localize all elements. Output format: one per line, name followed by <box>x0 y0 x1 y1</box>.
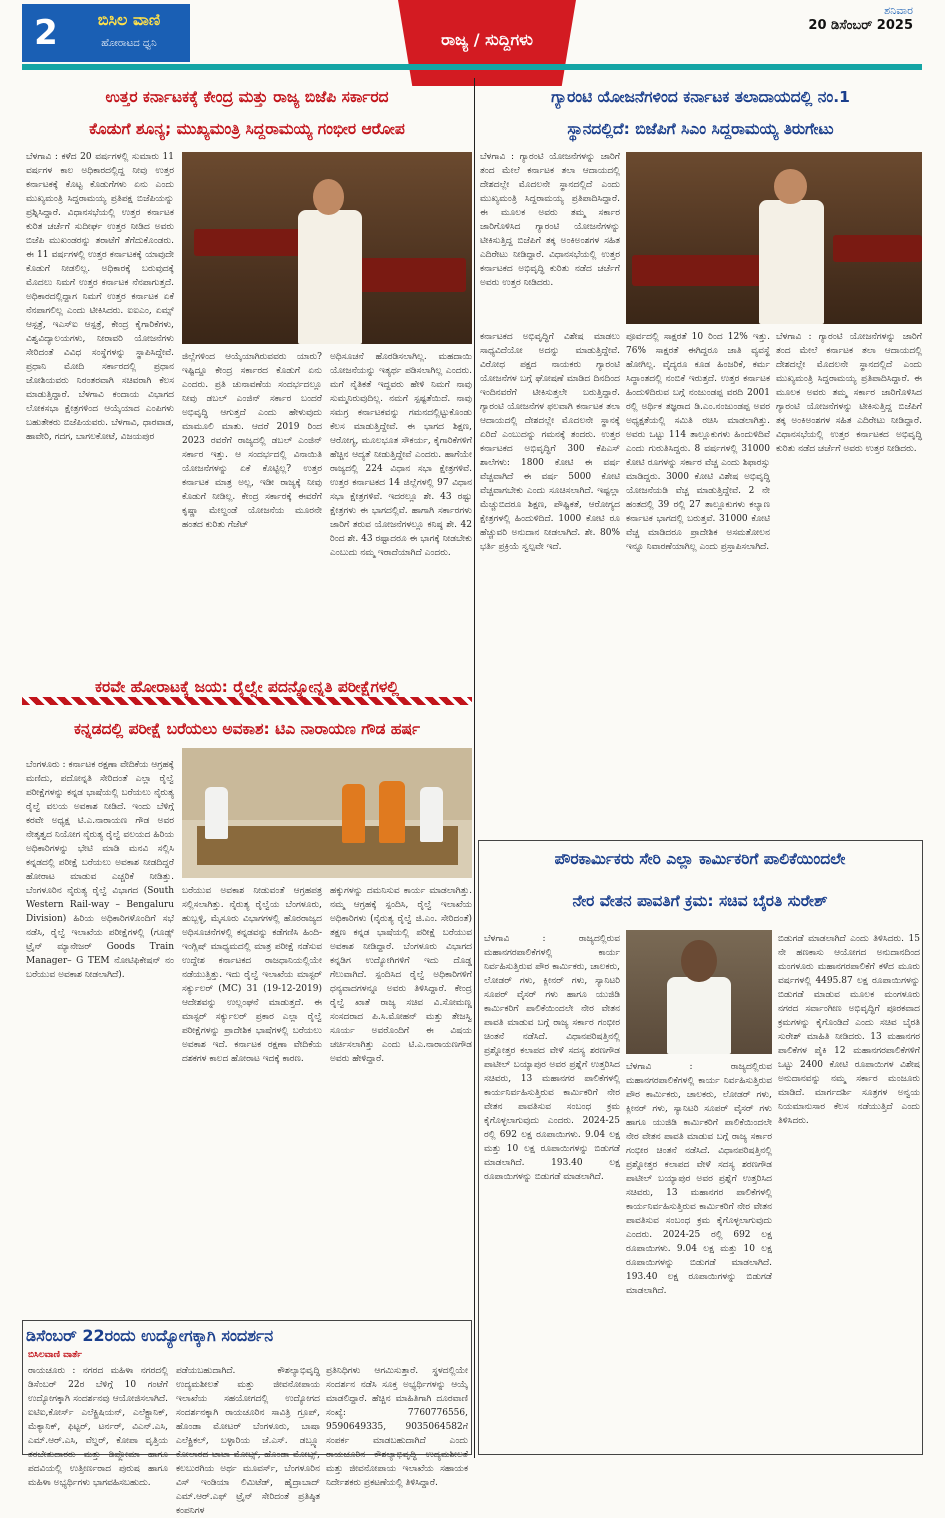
article3-headline-1: ಕರವೇ ಹೋರಾಟಕ್ಕೆ ಜಯ: ರೈಲ್ವೇ ಪದನ್ನೋನ್ನತಿ ಪರೀಕ್ಷೆಗಳಲ್ಲಿ <box>95 678 399 696</box>
article3-col2: ಬರೆಯುವ ಅವಕಾಶ ನೀಡುವಂತೆ ಆಗ್ರಹಪತ್ರ ಸಲ್ಲಿಸಲಾಗಿತ್ತು. ನೈರುತ್ಯ ರೈಲ್ವೆಯ ಬೆಂಗಳೂರು, ಹುಬ್ಬಳ್ಳಿ, ಮೈಸೂರು ವಿಭಾಗಗಳಲ್ಲಿ ಹೊರರಾಜ್ಯದ ಅಧಿಸೂಚನೆಗಳಲ್ಲಿ ಕನ್ನಡವನ್ನು ಕಡೆಗಣಿಸಿ ಹಿಂದಿ-ಇಂಗ್ಲಿಷ್ ಮಾಧ್ಯಮದಲ್ಲಿ ಮಾತ್ರ ಪರೀಕ್ಷೆ ನಡೆಸುವ ಉದ್ದೇಶ ಕರ್ನಾಟಕದ ರಾಜಧಾನಿಯಲ್ಲಿಯೇ ನಡೆಯುತ್ತಿತ್ತು. ಇದು ರೈಲ್ವೆ ಇಲಾಖೆಯ ಮಾಸ್ಟರ್ ಸರ್ಕ್ಯುಲರ್ (MC) 31 (19-12-2019) ಆದೇಶವನ್ನು ಉಲ್ಲಂಘನೆ ಮಾಡುತ್ತದೆ. ಈ ಮಾಸ್ಟರ್ ಸರ್ಕ್ಯುಲರ್ ಪ್ರಕಾರ ಎಲ್ಲಾ ರೈಲ್ವೆ ಪರೀಕ್ಷೆಗಳನ್ನು ಪ್ರಾದೇಶಿಕ ಭಾಷೆಗಳಲ್ಲಿ ಬರೆಯಲು ಅವಕಾಶ ಇದೆ. ಕರ್ನಾಟಕ ರಕ್ಷಣಾ ವೇದಿಕೆಯ ದಶಕಗಳ ಕಾಲದ ಹೋರಾಟ ಇದಕ್ಕೆ ಕಾರಣ. <box>182 886 322 1064</box>
article2-headline-2: ಸ್ಥಾನದಲ್ಲಿದೆ: ಬಿಜೆಪಿಗೆ ಸಿಎಂ ಸಿದ್ದರಾಮಯ್ಯ ತಿರುಗೇಟು <box>567 120 834 138</box>
article3-col3: ಹಕ್ಕುಗಳನ್ನು ದಮನಿಸುವ ಕಾರ್ಯ ಮಾಡಲಾಗಿತ್ತು. ನಮ್ಮ ಆಗ್ರಹಕ್ಕೆ ಸ್ಪಂದಿಸಿ, ರೈಲ್ವೆ ಇಲಾಖೆಯ ಅಧಿಕಾರಿಗಳು (ನೈರುತ್ಯ ರೈಲ್ವೆ ಜಿ.ಎಂ. ಸೇರಿದಂತೆ) ತಕ್ಷಣ ಕನ್ನಡ ಭಾಷೆಯಲ್ಲಿ ಪರೀಕ್ಷೆ ಬರೆಯುವ ಅವಕಾಶ ನೀಡಿದ್ದಾರೆ. ಬೆಂಗಳೂರು ವಿಭಾಗದ ಕನ್ನಡಿಗ ಉದ್ಯೋಗಿಗಳಿಗೆ ಇದು ದೊಡ್ಡ ಗೆಲುವಾಗಿದೆ. ಸ್ಪಂದಿಸಿದ ರೈಲ್ವೆ ಅಧಿಕಾರಿಗಳಿಗೆ ಧನ್ಯವಾದಗಳನ್ನೂ ಅವರು ತಿಳಿಸಿದ್ದಾರೆ. ಕೇಂದ್ರ ರೈಲ್ವೆ ಖಾತೆ ರಾಜ್ಯ ಸಚಿವ ವಿ.ಸೋಮಣ್ಣ ಸಂಸದರಾದ ಪಿ.ಸಿ.ಮೋಹನ್ ಮತ್ತು ತೇಜಸ್ವಿ ಸೂರ್ಯ ಅವರೊಂದಿಗೆ ಈ ವಿಷಯ ಚರ್ಚಿಸಲಾಗಿತ್ತು ಎಂದು ಟಿ.ಎ.ನಾರಾಯಣಗೌಡ ಅವರು ಹೇಳಿದ್ದಾರೆ. <box>330 886 472 1064</box>
article5-col2: ಪಡೆಯಬಹುದಾಗಿದೆ. ಕೌಶಲ್ಯಾಭಿವೃದ್ಧಿ ಉದ್ಯಮಶೀಲತೆ ಮತ್ತು ಜೀವನೋಪಾಯ ಇಲಾಖೆಯ ಸಹಯೋಗದಲ್ಲಿ ಉದ್ಯೋಗದ ಸಂದರ್ಶನಕ್ಕಾಗಿ ರಾಯಚೂರಿನ ಸಾವಿತ್ರಿ ಗ್ರೂಪ್, ಹೊಂಡಾ ಮೋಟರ್ ಬೆಂಗಳೂರು, ಬಾಷಾ ಎಲೆಕ್ಟ್ರಿಕಲ್, ಬಳ್ಳಾರಿಯ ಜೆ.ಎಸ್. ಡಬ್ಲ್ಯೂ ಕೋಲಾರದ ಟಾಟಾ ಮೋಟ್ಸ್, ಹೊಂಡಾ ಮೋಟ್ಸ್, ಕಲಬುರಗಿಯ ಅರ್ಥ ಮೂವರ್ಸ್, ಬೆಂಗಳೂರಿನ ವಿಸ್ ಇಂಡಿಯಾ ಲಿಮಿಟೆಡ್, ಹೈದ್ರಾಬಾದ್ ಎಮ್.ಆರ್.ಎಫ್ ಟ್ರೈನ್ ಸೇರಿದಂತೆ ಪ್ರತಿಷ್ಠಿತ ಕಂಪನಿಗಳ <box>176 1366 320 1516</box>
article2-col2-a: ಕರ್ನಾಟಕದ ಅಭಿವೃದ್ಧಿಗೆ ವಿಶೇಷ ಮಾಡಲು ಸಾಧ್ಯವಿದೆಯೋ ಅದನ್ನು ಮಾಡುತ್ತಿದ್ದೇವೆ. ವಿರೋಧ ಪಕ್ಷದ ನಾಯಕರು ಗ್ಯಾರಂಟಿ ಯೋಜನೆಗಳ ಬಗ್ಗೆ ಘೋಷಣೆ ಮಾಡಿದ ದಿನದಿಂದ ಇಂದಿನವರೆಗೆ ಟೀಕಿಸುತ್ತಲೇ ಬರುತ್ತಿದ್ದಾರೆ. ಗ್ಯಾರಂಟಿ ಯೋಜನೆಗಳ ಫಲವಾಗಿ ಕರ್ನಾಟಕ ತಲಾ ಆದಾಯದಲ್ಲಿ ದೇಶದಲ್ಲೇ ಮೊದಲನೇ ಸ್ಥಾನಕ್ಕೆ ಏರಿದೆ ಎಂಬುದನ್ನು ಗಮನಕ್ಕೆ ತಂದರು. ಉತ್ತರ ಕರ್ನಾಟಕದ ಅಭಿವೃದ್ಧಿಗೆ 300 ಕೆಪಿಎಸ್ ಶಾಲೆಗಳು: 1800 ಕೋಟಿ ಈ ವರ್ಷ ವೆಚ್ಚವಾಗಿದೆ ಈ ವರ್ಷ 5000 ಕೋಟಿ ವೆಚ್ಚವಾಗಬೇಕು ಎಂದು ಸೂಚಿಸಲಾಗಿದೆ. ಇಷ್ಟಲ್ಲಾ ಮೆಚ್ಚುಬಿದರೂ ಶಿಕ್ಷಣ, ಪೌಷ್ಟಿಕತೆ, ಆರೋಗ್ಯದ ಕ್ಷೇತ್ರಗಳಲ್ಲಿ ಹಿಂದುಳಿದಿದೆ. 1000 ಕೋಟಿ ರೂ ಹೆಚ್ಚುವರಿ ಅನುದಾನ ನೀಡಲಾಗಿದೆ. ಶೇ. 80% ಭರ್ತಿ ಪ್ರಕ್ರಿಯೆ ಸ್ವಲ್ಪವೇ ಇದೆ. <box>480 332 620 552</box>
paper-tagline: ಹೋರಾಟದ ಧ್ವನಿ <box>101 38 157 49</box>
article2-col3: ಪೂರ್ವದಲ್ಲಿ ಸಾಕ್ಷರತೆ 10 ರಿಂದ 12% ಇತ್ತು. 76% ಸಾಕ್ಷರತೆ ಈಗಿದ್ದರೂ ಜಾತಿ ವ್ಯವಸ್ಥೆ ಹೋಗಿಲ್ಲ. ವೈದ್ಯರೂ ಕೂಡ ಹಿಂಜರಿಕೆ, ಕರ್ಮ ಸಿದ್ಧಾಂತದಲ್ಲಿ ನಂಬಿಕೆ ಇರುತ್ತದೆ. ಉತ್ತರ ಕರ್ನಾಟಕ ಹಿಂದುಳಿದಿರುವ ಬಗ್ಗೆ ನಂಜುಂಡಪ್ಪ ವರದಿ 2001 ರಲ್ಲಿ ಅರ್ಥಿಕ ತಜ್ಞರಾದ ಡಿ.ಎಂ.ನಂಜುಂಡಪ್ಪ ಅವರ ಅಧ್ಯಕ್ಷತೆಯಲ್ಲಿ ಸಮಿತಿ ರಚಿಸಿ ಮಾಡಲಾಗಿತ್ತು. ಅವರು ಒಟ್ಟು 114 ತಾಲ್ಲೂಕುಗಳು ಹಿಂದುಳಿದಿವೆ ಎಂದು ಗುರುತಿಸಿದ್ದರು. 8 ವರ್ಷಗಳಲ್ಲಿ 31000 ಕೋಟಿ ರೂಗಳನ್ನು ಸರ್ಕಾರ ವೆಚ್ಚ ಎಂದು ಶಿಫಾರಸ್ಸು ಮಾಡಿದ್ದರು. 3000 ಕೋಟಿ ವಿಶೇಷ ಅಭಿವೃದ್ಧಿ ಯೋಜನೆಯಡಿ ವೆಚ್ಚ ಮಾಡುತ್ತಿದ್ದೇವೆ. 2 ನೇ ಹಂತದಲ್ಲಿ 39 ರಲ್ಲಿ 27 ತಾಲ್ಲೂಕುಗಳು ಕಲ್ಯಾಣ ಕರ್ನಾಟಕ ಭಾಗದಲ್ಲಿ ಬರುತ್ತವೆ. 31000 ಕೋಟಿ ವೆಚ್ಚ ಮಾಡಿದರೂ ಪ್ರಾದೇಶಿಕ ಅಸಮತೋಲನ ಇನ್ನೂ ನಿವಾರಣೆಯಾಗಿಲ್ಲ ಎಂದು ಪ್ರಸ್ತಾಪಿಸಲಾಗಿದೆ. <box>626 332 770 552</box>
article5-col3: ಪ್ರತಿನಿಧಿಗಳು ಆಗಮಿಸುತ್ತಾರೆ. ಸ್ಥಳದಲ್ಲಿಯೇ ಸಂದರ್ಶನ ನಡೆಸಿ ಸೂಕ್ತ ಅಭ್ಯರ್ಥಿಗಳನ್ನು ಆಯ್ಕೆ ಮಾಡಲಿದ್ದಾರೆ. ಹೆಚ್ಚಿನ ಮಾಹಿತಿಗಾಗಿ ದೂರವಾಣಿ ಸಂಖ್ಯೆ: 7760776556, 9590649335, 9035064582ಗೆ ಸಂಪರ್ಕ ಮಾಡಬಹುದಾಗಿದೆ ಎಂದು ರಾಯಚೂರಿನ ಕೌಶಲ್ಯಾಭಿವೃದ್ಧಿ ಉದ್ಯಮಶೀಲತೆ ಮತ್ತು ಜೀವನೋಪಾಯ ಇಲಾಖೆಯ ಸಹಾಯಕ ನಿರ್ದೇಶಕರು ಪ್ರಕಟಣೆಯಲ್ಲಿ ತಿಳಿಸಿದ್ದಾರೆ. <box>326 1366 468 1488</box>
article1-headline-2: ಕೊಡುಗೆ ಶೂನ್ಯ; ಮುಖ್ಯಮಂತ್ರಿ ಸಿದ್ದರಾಮಯ್ಯ ಗಂಭೀರ ಆರೋಪ <box>89 120 405 138</box>
column-divider <box>474 78 475 1458</box>
article2-headline-1: ಗ್ಯಾರಂಟಿ ಯೋಜನೆಗಳಿಂದ ಕರ್ನಾಟಕ ತಲಾದಾಯದಲ್ಲಿ ನಂ.1 <box>551 88 850 106</box>
article4-col2: ಬಿಡುಗಡೆ ಮಾಡಲಾಗಿದೆ ಎಂದು ತಿಳಿಸಿದರು. 15 ನೇ ಹಣಕಾಸು ಆಯೋಗದ ಅನುದಾನದಿಂದ ಮಂಗಳೂರು ಮಹಾನಗರಪಾಲಿಕೆಗೆ ಕಳೆದ ಮೂರು ವರ್ಷಗಳಲ್ಲಿ 4495.87 ಲಕ್ಷ ರೂಪಾಯಿಗಳನ್ನು ಬಿಡುಗಡೆ ಮಾಡುವ ಮೂಲಕ ಮಂಗಳೂರು ನಗರದ ಸರ್ವಾಂಗೀಣ ಅಭಿವೃದ್ಧಿಗೆ ಪೂರಕವಾದ ಕ್ರಮಗಳನ್ನು ಕೈಗೊಂಡಿದೆ ಎಂದು ಸಚಿವ ಬೈರತಿ ಸುರೇಶ್ ಮಾಹಿತಿ ನೀಡಿದರು. 13 ಮಹಾನಗರ ಪಾಲಿಕೆಗಳ ಪೈಕಿ 12 ಮಹಾನಗರಪಾಲಿಕೆಗಳಿಗೆ ಒಟ್ಟು 2400 ಕೋಟಿ ರೂಪಾಯಿಗಳ ವಿಶೇಷ ಅನುದಾನವನ್ನು ನಮ್ಮ ಸರ್ಕಾರ ಮಂಜೂರು ಮಾಡಿದೆ. ಮಾರ್ಗದರ್ಶಿ ಸೂತ್ರಗಳ ಅನ್ವಯ ನಿಯಮಾನುಸಾರ ಕೆಲಸ ನಡೆಯುತ್ತಿದೆ ಎಂದು ತಿಳಿಸಿದರು. <box>778 934 920 1126</box>
article2-col1-cont: ಬೆಳಗಾವಿ : ಗ್ಯಾರಂಟಿ ಯೋಜನೆಗಳನ್ನು ಜಾರಿಗೆ ತಂದ ಮೇಲೆ ಕರ್ನಾಟಕ ತಲಾ ಆದಾಯದಲ್ಲಿ ದೇಶದಲ್ಲೇ ಮೊದಲನೇ ಸ್ಥಾನದಲ್ಲಿದೆ ಎಂದು ಮುಖ್ಯಮಂತ್ರಿ ಸಿದ್ದರಾಮಯ್ಯ ಪ್ರತಿಪಾದಿಸಿದ್ದಾರೆ. ಈ ಮೂಲಕ ಅವರು ತಮ್ಮ ಸರ್ಕಾರ ಜಾರಿಗೊಳಿಸಿದ ಗ್ಯಾರಂಟಿ ಯೋಜನೆಗಳನ್ನು ಟೀಕಿಸುತ್ತಿದ್ದ ಬಿಜೆಪಿಗೆ ತಕ್ಕ ಅಂಕಿಅಂಶಗಳ ಸಹಿತ ಎದಿರೇಟು ನೀಡಿದ್ದಾರೆ. ವಿಧಾನಸಭೆಯಲ್ಲಿ ಉತ್ತರ ಕರ್ನಾಟಕದ ಅಭಿವೃದ್ಧಿ ಕುರಿತು ನಡೆದ ಚರ್ಚೆಗೆ ಅವರು ಉತ್ತರ ನೀಡಿದರು. <box>776 332 922 454</box>
issue-day: ಶನಿವಾರ <box>884 4 913 17</box>
article3-photo <box>182 748 472 878</box>
article3-col1: ಬೆಂಗಳೂರು : ಕರ್ನಾಟಕ ರಕ್ಷಣಾ ವೇದಿಕೆಯ ಆಗ್ರಹಕ್ಕೆ ಮಣಿದು, ಪದೋನ್ನತಿ ಸೇರಿದಂತೆ ಎಲ್ಲಾ ರೈಲ್ವೆ ಪರೀಕ್ಷೆಗಳನ್ನು ಕನ್ನಡ ಭಾಷೆಯಲ್ಲಿ ಬರೆಯಲು ನೈರುತ್ಯ ರೈಲ್ವೆ ವಲಯ ಅವಕಾಶ ನೀಡಿದೆ. ಇಂದು ಬೆಳಿಗ್ಗೆ ಕರವೇ ಅಧ್ಯಕ್ಷ ಟಿ.ಎ.ನಾರಾಯಣ ಗೌಡ ಅವರ ನೇತೃತ್ವದ ನಿಯೋಗ ನೈರುತ್ಯ ರೈಲ್ವೆ ವಲಯದ ಹಿರಿಯ ಅಧಿಕಾರಿಗಳನ್ನು ಭೇಟಿ ಮಾಡಿ ಮನವಿ ಸಲ್ಲಿಸಿ ಕನ್ನಡದಲ್ಲಿ ಪರೀಕ್ಷೆ ಬರೆಯಲು ಅವಕಾಶ ನೀಡದಿದ್ದರೆ ಹೋರಾಟ ಮಾಡುವ ಎಚ್ಚರಿಕೆ ನೀಡಿತ್ತು. ಬೆಂಗಳೂರಿನ ನೈರುತ್ಯ ರೈಲ್ವೆ ವಿಭಾಗದ (South Western Rail-way – Bengaluru Division) ಹಿರಿಯ ಅಧಿಕಾರಿಗಳೊಂದಿಗೆ ಸಭೆ ನಡೆಸಿ, ರೈಲ್ವೆ ಇಲಾಖೆಯ ಪರೀಕ್ಷೆಗಳಲ್ಲಿ (ಗೂಡ್ಸ್ ಟ್ರೈನ್ ಮ್ಯಾನೇಜರ್ Goods Train Manager– G TEM ನೋಟಿಫಿಕೇಷನ್ ನಂ ಬರೆಯುವ ಅವಕಾಶ ನೀಡಲಾಗಿದೆ). <box>26 760 174 980</box>
article4-col1-cont: ಬೆಳಗಾವಿ : ರಾಜ್ಯದಲ್ಲಿರುವ ಮಹಾನಗರಪಾಲಿಕೆಗಳಲ್ಲಿ ಕಾರ್ಯ ನಿರ್ವಹಿಸುತ್ತಿರುವ ಪೌರ ಕಾರ್ಮಿಕರು, ಚಾಲಕರು, ಲೋಡರ್ ಗಳು, ಕ್ಲೀನರ್ ಗಳು, ಸ್ಯಾನಿಟರಿ ಸೂಪರ್ ವೈಸರ್ ಗಳು ಹಾಗೂ ಯುಜಿಡಿ ಕಾರ್ಮಿಕರಿಗೆ ಪಾಲಿಕೆಯಿಂದಲೇ ನೇರ ವೇತನ ಪಾವತಿ ಮಾಡುವ ಬಗ್ಗೆ ರಾಜ್ಯ ಸರ್ಕಾರ ಗಂಭೀರ ಚಿಂತನೆ ನಡೆಸಿದೆ. ವಿಧಾನಪರಿಷತ್ತಿನಲ್ಲಿ ಪ್ರಶ್ನೋತ್ತರ ಕಲಾಪದ ವೇಳೆ ಸದಸ್ಯ ಶರಣಗೌಡ ಪಾಟೀಲ್ ಬಯ್ಯಾಪುರ ಅವರ ಪ್ರಶ್ನೆಗೆ ಉತ್ತರಿಸಿದ ಸಚಿವರು, 13 ಮಹಾನಗರ ಪಾಲಿಕೆಗಳಲ್ಲಿ ಕಾರ್ಯನಿರ್ವಹಿಸುತ್ತಿರುವ ಕಾರ್ಮಿಕರಿಗೆ ನೇರ ವೇತನ ಪಾವತಿಸುವ ಸಂಬಂಧ ಕ್ರಮ ಕೈಗೊಳ್ಳಲಾಗುವುದು ಎಂದರು. 2024-25 ರಲ್ಲಿ 692 ಲಕ್ಷ ರೂಪಾಯಿಗಳು. 9.04 ಲಕ್ಷ ಮತ್ತು 10 ಲಕ್ಷ ರೂಪಾಯಿಗಳನ್ನು ಬಿಡುಗಡೆ ಮಾಡಲಾಗಿದೆ. 193.40 ಲಕ್ಷ ರೂಪಾಯಿಗಳನ್ನು ಬಿಡುಗಡೆ ಮಾಡಲಾಗಿದೆ. <box>626 1062 772 1296</box>
article4-col1: ಬೆಳಗಾವಿ : ರಾಜ್ಯದಲ್ಲಿರುವ ಮಹಾನಗರಪಾಲಿಕೆಗಳಲ್ಲಿ ಕಾರ್ಯ ನಿರ್ವಹಿಸುತ್ತಿರುವ ಪೌರ ಕಾರ್ಮಿಕರು, ಚಾಲಕರು, ಲೋಡರ್ ಗಳು, ಕ್ಲೀನರ್ ಗಳು, ಸ್ಯಾನಿಟರಿ ಸೂಪರ್ ವೈಸರ್ ಗಳು ಹಾಗೂ ಯುಜಿಡಿ ಕಾರ್ಮಿಕರಿಗೆ ಪಾಲಿಕೆಯಿಂದಲೇ ನೇರ ವೇತನ ಪಾವತಿ ಮಾಡುವ ಬಗ್ಗೆ ರಾಜ್ಯ ಸರ್ಕಾರ ಗಂಭೀರ ಚಿಂತನೆ ನಡೆಸಿದೆ. ವಿಧಾನಪರಿಷತ್ತಿನಲ್ಲಿ ಪ್ರಶ್ನೋತ್ತರ ಕಲಾಪದ ವೇಳೆ ಸದಸ್ಯ ಶರಣಗೌಡ ಪಾಟೀಲ್ ಬಯ್ಯಾಪುರ ಅವರ ಪ್ರಶ್ನೆಗೆ ಉತ್ತರಿಸಿದ ಸಚಿವರು, 13 ಮಹಾನಗರ ಪಾಲಿಕೆಗಳಲ್ಲಿ ಕಾರ್ಯನಿರ್ವಹಿಸುತ್ತಿರುವ ಕಾರ್ಮಿಕರಿಗೆ ನೇರ ವೇತನ ಪಾವತಿಸುವ ಸಂಬಂಧ ಕ್ರಮ ಕೈಗೊಳ್ಳಲಾಗುವುದು ಎಂದರು. 2024-25 ರಲ್ಲಿ 692 ಲಕ್ಷ ರೂಪಾಯಿಗಳು. 9.04 ಲಕ್ಷ ಮತ್ತು 10 ಲಕ್ಷ ರೂಪಾಯಿಗಳನ್ನು ಬಿಡುಗಡೆ ಮಾಡಲಾಗಿದೆ. 193.40 ಲಕ್ಷ ರೂಪಾಯಿಗಳನ್ನು ಬಿಡುಗಡೆ ಮಾಡಲಾಗಿದೆ. <box>484 934 620 1182</box>
article1-photo <box>182 152 472 344</box>
masthead-rule <box>22 64 922 70</box>
article5-headline: ಡಿಸೆಂಬರ್ 22ರಂದು ಉದ್ಯೋಗಕ್ಕಾಗಿ ಸಂದರ್ಶನ <box>26 1326 274 1345</box>
article1-col2: ಜಿಲ್ಲೆಗಳಿಂದ ಆಯ್ಕೆಯಾಗಿರುವವರು ಯಾರು? ಇಷ್ಟಿದ್ದೂ ಕೇಂದ್ರ ಸರ್ಕಾರದ ಕೊಡುಗೆ ಏನು ಎಂದರು. ಪ್ರತಿ ಚುನಾವಣೆಯ ಸಂದರ್ಭದಲ್ಲೂ ನೀವು ಡಬಲ್ ಎಂಜಿನ್ ಸರ್ಕಾರ ಬಂದರೆ ಅಭಿವೃದ್ಧಿ ಆಗುತ್ತದೆ ಎಂದು ಹೇಳುವುದು ಮಾಮೂಲಿ ಮಾತು. ಆದರೆ 2019 ರಿಂದ 2023 ರವರೆಗೆ ರಾಜ್ಯದಲ್ಲಿ ಡಬಲ್ ಎಂಜಿನ್ ಸರ್ಕಾರ ಇತ್ತು. ಆ ಸಂದರ್ಭದಲ್ಲಿ ವಿನಾಯಿತಿ ಯೋಜನೆಗಳನ್ನು ಏಕೆ ಕೊಟ್ಟಿಲ್ಲ? ಉತ್ತರ ಕರ್ನಾಟಕ ಮಾತ್ರ ಅಲ್ಲ, ಇಡೀ ರಾಜ್ಯಕ್ಕೆ ನೀವು ಕೊಡುಗೆ ನೀಡಿಲ್ಲ. ಕೇಂದ್ರ ಸರ್ಕಾರಕ್ಕೆ ಈವರೆಗೆ ಕೃಷ್ಣಾ ಮೇಲ್ದಂಡೆ ಯೋಜನೆಯ ಮೂರನೇ ಹಂತದ ಕುರಿತು ಗೆಜೆಟ್ <box>182 352 322 530</box>
article1-headline-1: ಉತ್ತರ ಕರ್ನಾಟಕಕ್ಕೆ ಕೇಂದ್ರ ಮತ್ತು ರಾಜ್ಯ ಬಿಜೆಪಿ ಸರ್ಕಾರದ <box>105 88 389 106</box>
section-title: ರಾಜ್ಯ / ಸುದ್ದಿಗಳು <box>441 30 533 49</box>
article2-photo <box>626 152 922 324</box>
article4-headline-2: ನೇರ ವೇತನ ಪಾವತಿಗೆ ಕ್ರಮ: ಸಚಿವ ಬೈರತಿ ಸುರೇಶ್ <box>572 892 828 910</box>
article1-col3: ಅಧಿಸೂಚನೆ ಹೊರಡಿಸಲಾಗಿಲ್ಲ. ಮಹದಾಯಿ ಯೋಜನೆಯನ್ನು ಇತ್ಯರ್ಥ ಪಡಿಸಲಾಗಿಲ್ಲ ಎಂದರು. ಮಗೆ ನೈತಿಕತೆ ಇದ್ದವರು ಹೇಳಿ ನಿಮಗೆ ನಾವು ಸುಮ್ಮನಿರುವುದಿಲ್ಲ. ನಮಗೆ ಸ್ಪಷ್ಟತೆಯಿದೆ. ನಾವು ಸಮಗ್ರ ಕರ್ನಾಟಕವನ್ನು ಗಮನದಲ್ಲಿಟ್ಟುಕೊಂಡು ಕೆಲಸ ಮಾಡುತ್ತಿದ್ದೇವೆ. ಈ ಭಾಗದ ಶಿಕ್ಷಣ, ಆರೋಗ್ಯ, ಮೂಲಭೂತ ಸೌಕರ್ಯ, ಕೈಗಾರಿಕೆಗಳಿಗೆ ಹೆಚ್ಚಿನ ಆದ್ಯತೆ ನೀಡುತ್ತಿದ್ದೇವೆ ಎಂದರು. ಹಾಗೆಯೇ ರಾಜ್ಯದಲ್ಲಿ 224 ವಿಧಾನ ಸಭಾ ಕ್ಷೇತ್ರಗಳಿವೆ. ಉತ್ತರ ಕರ್ನಾಟಕದ 14 ಜಿಲ್ಲೆಗಳಲ್ಲಿ 97 ವಿಧಾನ ಸಭಾ ಕ್ಷೇತ್ರಗಳಿವೆ. ಇದರಲ್ಲೂ ಶೇ. 43 ರಷ್ಟು ಕ್ಷೇತ್ರಗಳು ಈ ಭಾಗದಲ್ಲಿವೆ. ಹಾಗಾಗಿ ಸರ್ಕಾರಗಳು ಜಾರಿಗೆ ತರುವ ಯೋಜನೆಗಳಲ್ಲೂ ಕನಿಷ್ಠ ಶೇ. 42 ರಿಂದ ಶೇ. 43 ರಷ್ಟಾದರೂ ಈ ಭಾಗಕ್ಕೆ ನೀಡಬೇಕು ಎಂಬುದು ನಮ್ಮ ಇರಾದೆಯಾಗಿದೆ ಎಂದರು. <box>330 352 472 558</box>
article4-photo <box>626 930 772 1054</box>
paper-logo <box>68 4 190 62</box>
article1-col1: ಬೆಳಗಾವಿ : ಕಳೆದ 20 ವರ್ಷಗಳಲ್ಲಿ ಸುಮಾರು 11 ವರ್ಷಗಳ ಕಾಲ ಅಧಿಕಾರದಲ್ಲಿದ್ದ ನೀವು ಉತ್ತರ ಕರ್ನಾಟಕಕ್ಕೆ ಕೊಟ್ಟ ಕೊಡುಗೆಗಳು ಏನು ಎಂದು ಮುಖ್ಯಮಂತ್ರಿ ಸಿದ್ದರಾಮಯ್ಯ ಪ್ರತಿಪಕ್ಷ ಬಿಜೆಪಿಯನ್ನು ಪ್ರಶ್ನಿಸಿದ್ದಾರೆ. ವಿಧಾನಸಭೆಯಲ್ಲಿ ಉತ್ತರ ಕರ್ನಾಟಕ ಕುರಿತ ಚರ್ಚೆಗೆ ಸುದೀರ್ಘ ಉತ್ತರ ನೀಡಿದ ಅವರು ಬಿಜೆಪಿ ಮುಖಂಡರನ್ನು ತರಾಟೆಗೆ ತೆಗೆದುಕೊಂಡರು. ಈ 11 ವರ್ಷಗಳಲ್ಲಿ ಉತ್ತರ ಕರ್ನಾಟಕಕ್ಕೆ ಯಾವುದೇ ಕೊಡುಗೆ ನೀಡಲಿಲ್ಲ. ಅಧಿಕಾರಕ್ಕೆ ಬರುವುದಕ್ಕೆ ಮೊದಲು ನಿಮಗೆ ಉತ್ತರ ಕರ್ನಾಟಕ ನೆನಪಾಗುತ್ತದೆ. ಅಧಿಕಾರದಲ್ಲಿದ್ದಾಗ ನಿಮಗೆ ಉತ್ತರ ಕರ್ನಾಟಕ ಏಕೆ ನೆನಪಾಗಲಿಲ್ಲ ಎಂದು ಟೀಕಿಸಿದರು. ಐಐಎಂ, ಏಮ್ಸ್ ಆಸ್ಪತ್ರೆ, ಇಎಸ್ಐ ಆಸ್ಪತ್ರೆ, ಕೇಂದ್ರ ಕೈಗಾರಿಕೆಗಳು, ವಿಶ್ವವಿದ್ಯಾಲಯಗಳು, ನೀರಾವರಿ ಯೋಜನೆಗಳು ಸೇರಿದಂತೆ ವಿವಿಧ ಸಂಸ್ಥೆಗಳನ್ನು ಸ್ಥಾಪಿಸಿದ್ದೇವೆ. ಪ್ರಧಾನಿ ಮೋದಿ ಸರ್ಕಾರದಲ್ಲಿ ಪ್ರಧಾನ ಜೋಶಿಯವರು ನಿರಂತರವಾಗಿ ಸಚಿವರಾಗಿ ಕೆಲಸ ಮಾಡುತ್ತಿದ್ದಾರೆ. ಬೆಳಗಾವಿ ಕಂದಾಯ ವಿಭಾಗದ ಲೋಕಸಭಾ ಕ್ಷೇತ್ರಗಳಿಂದ ಆಯ್ಕೆಯಾದ ಎಂಪಿಗಳು ಬಹುತೇಕರು ಬಿಜೆಪಿಯವರು. ಬೆಳಗಾವಿ, ಧಾರವಾಡ, ಹಾವೇರಿ, ಗದಗ, ಬಾಗಲಕೋಟೆ, ವಿಜಯಪುರ <box>26 152 174 442</box>
paper-name: ಬಿಸಿಲ ವಾಣಿ <box>97 10 161 29</box>
article4-headline-1: ಪೌರಕಾರ್ಮಿಕರು ಸೇರಿ ಎಲ್ಲಾ ಕಾರ್ಮಿಕರಿಗೆ ಪಾಲಿಕೆಯಿಂದಲೇ <box>554 850 846 868</box>
article3-headline-2: ಕನ್ನಡದಲ್ಲಿ ಪರೀಕ್ಷೆ ಬರೆಯಲು ಅವಕಾಶ: ಟಿಎ ನಾರಾಯಣ ಗೌಡ ಹರ್ಷ <box>73 720 421 738</box>
article5-byline: ಬಿಸಿಲವಾಣಿ ವಾರ್ತೆ <box>28 1350 82 1360</box>
article2-col1: ಬೆಳಗಾವಿ : ಗ್ಯಾರಂಟಿ ಯೋಜನೆಗಳನ್ನು ಜಾರಿಗೆ ತಂದ ಮೇಲೆ ಕರ್ನಾಟಕ ತಲಾ ಆದಾಯದಲ್ಲಿ ದೇಶದಲ್ಲೇ ಮೊದಲನೇ ಸ್ಥಾನದಲ್ಲಿದೆ ಎಂದು ಮುಖ್ಯಮಂತ್ರಿ ಸಿದ್ದರಾಮಯ್ಯ ಪ್ರತಿಪಾದಿಸಿದ್ದಾರೆ. ಈ ಮೂಲಕ ಅವರು ತಮ್ಮ ಸರ್ಕಾರ ಜಾರಿಗೊಳಿಸಿದ ಗ್ಯಾರಂಟಿ ಯೋಜನೆಗಳನ್ನು ಟೀಕಿಸುತ್ತಿದ್ದ ಬಿಜೆಪಿಗೆ ತಕ್ಕ ಅಂಕಿಅಂಶಗಳ ಸಹಿತ ಎದಿರೇಟು ನೀಡಿದ್ದಾರೆ. ವಿಧಾನಸಭೆಯಲ್ಲಿ ಉತ್ತರ ಕರ್ನಾಟಕದ ಅಭಿವೃದ್ಧಿ ಕುರಿತು ನಡೆದ ಚರ್ಚೆಗೆ ಅವರು ಉತ್ತರ ನೀಡಿದರು. <box>480 152 620 288</box>
issue-date: 20 ಡಿಸೆಂಬರ್ 2025 <box>808 18 913 33</box>
article5-col1: ರಾಯಚೂರು : ನಗರದ ಮಹಿಳಾ ನಗರದಲ್ಲಿ ಡಿಸೆಂಬರ್ 22ರ ಬೆಳಿಗ್ಗೆ 10 ಗಂಟೆಗೆ ಉದ್ಯೋಗಕ್ಕಾಗಿ ಸಂದರ್ಶನವು ಆಯೋಜಿಸಲಾಗಿದೆ. ಐಟಿಐ,ಕೋರ್ಸ್ ಎಲೆಕ್ಟ್ರಿಷಿಯನ್, ಎಲೆಕ್ಟ್ರಾನಿಕ್, ಮೆಕ್ಯಾನಿಕ್, ಫಿಟ್ಟರ್, ಟರ್ನರ್, ವಿಎನ್.ಎಸಿ, ಎಮ್.ಆರ್.ಎಸಿ, ವೆಲ್ಡರ್, ಕೋಪಾ ವೃತ್ತಿಯ ತರಬೇತುದಾರರು ಮತ್ತು ಡಿಪ್ಲೋಮಾ ಹಾಗೂ ಪದವಿಯಲ್ಲಿ ಉತ್ತೀರ್ಣರಾದ ಪುರುಷ ಹಾಗೂ ಮಹಿಳಾ ಅಭ್ಯರ್ಥಿಗಳು ಭಾಗವಹಿಸಬಹುದು. <box>28 1366 168 1488</box>
page-number: 2 <box>22 4 70 62</box>
